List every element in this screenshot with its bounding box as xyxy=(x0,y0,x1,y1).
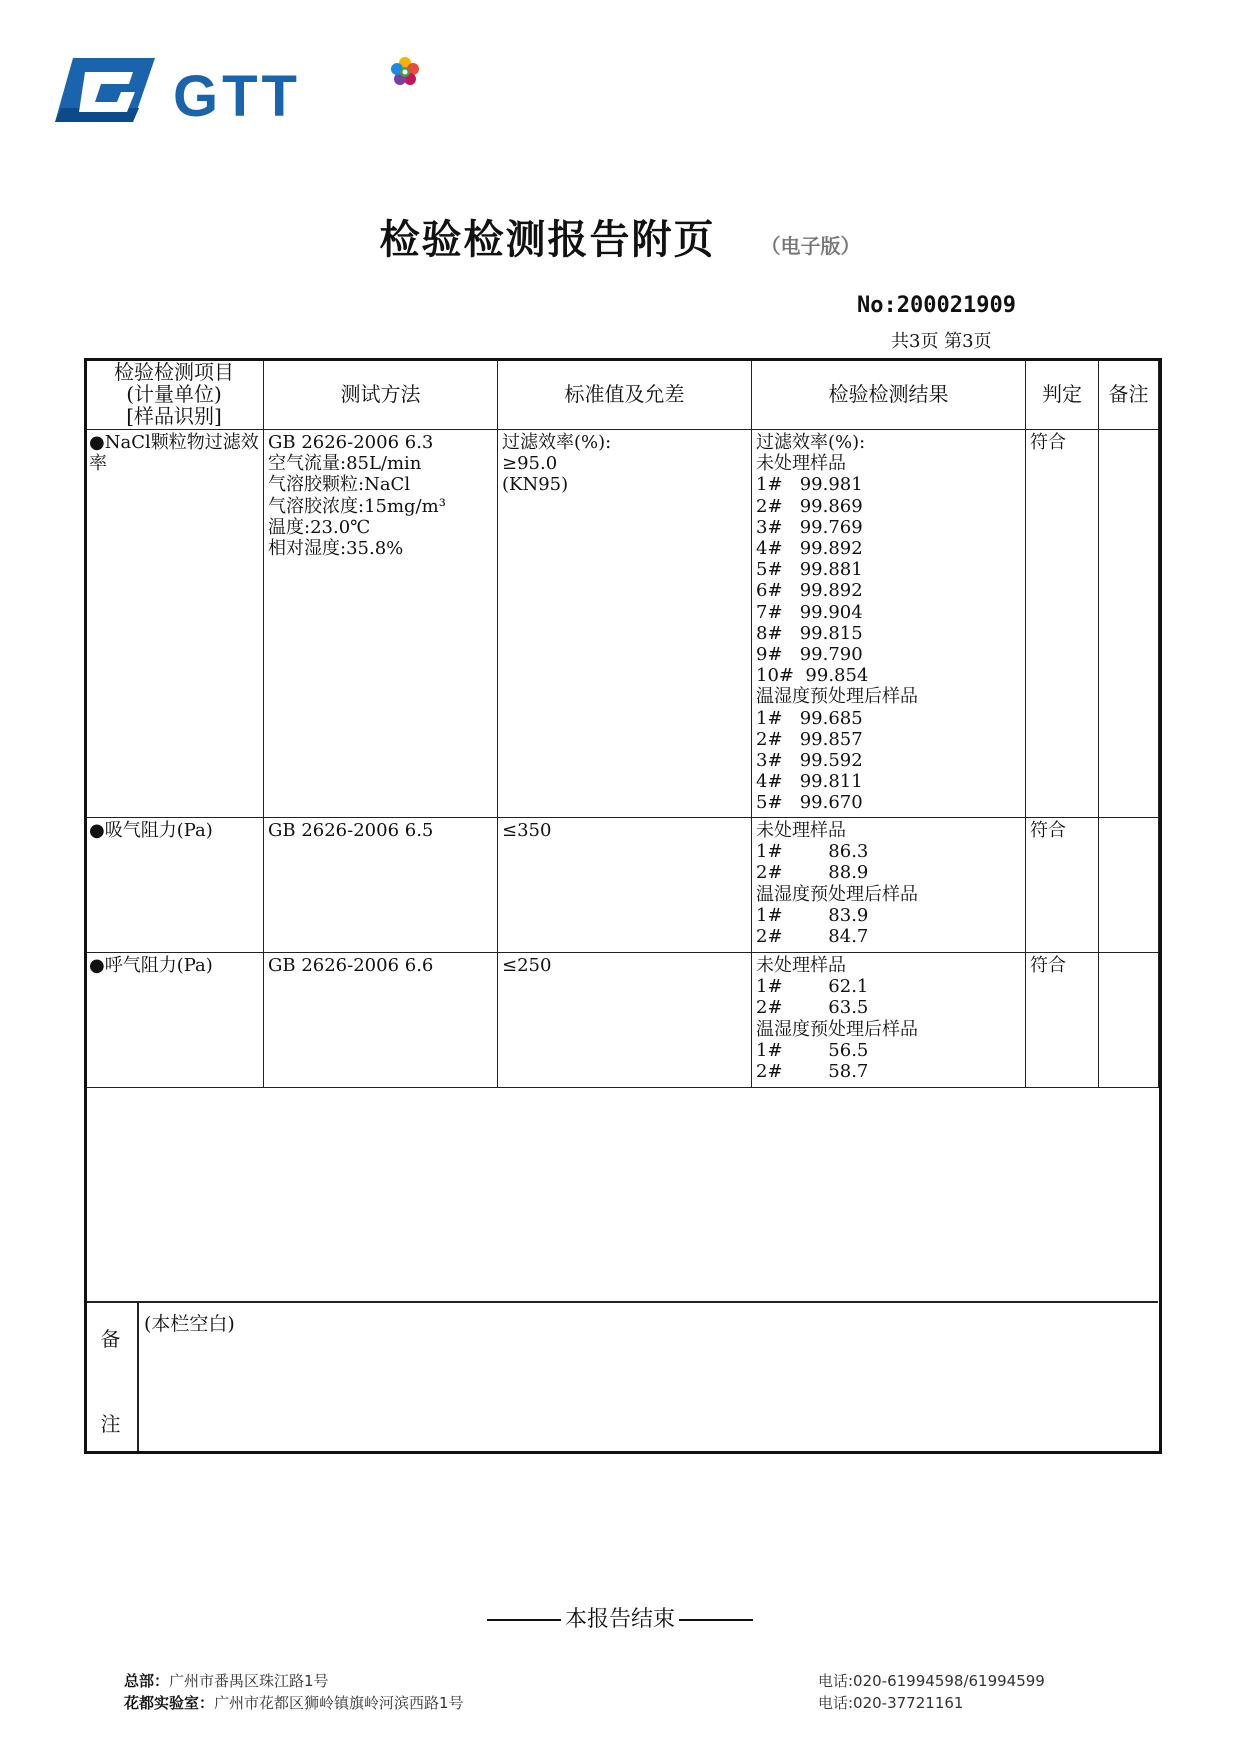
remarks-label-bottom: 注 xyxy=(100,1412,121,1436)
col-header-method: 测试方法 xyxy=(264,359,498,430)
cell-method: GB 2626-2006 6.6 xyxy=(264,953,498,1088)
cell-item: ●呼气阻力(Pa) xyxy=(85,953,264,1088)
cell-verdict: 符合 xyxy=(1026,818,1099,953)
gtt-logo xyxy=(55,50,435,130)
cell-standard: ≤350 xyxy=(498,818,752,953)
remarks-label-top: 备 xyxy=(100,1327,121,1351)
title-edition: （电子版） xyxy=(760,234,861,258)
cell-remark xyxy=(1099,953,1159,1088)
cell-standard: 过滤效率(%): ≥95.0 (KN95) xyxy=(498,430,752,818)
remarks-section xyxy=(84,1301,1158,1451)
footer-phone-lab: 电话:020-37721161 xyxy=(818,1694,964,1712)
remarks-text: (本栏空白) xyxy=(144,1313,235,1335)
end-dash-left xyxy=(487,1619,561,1621)
page-info: 共3页 第3页 xyxy=(891,331,992,352)
cell-verdict: 符合 xyxy=(1026,953,1099,1088)
title-main: 检验检测报告附页 xyxy=(379,217,716,263)
col-header-verdict: 判定 xyxy=(1026,359,1099,430)
document-title xyxy=(0,208,1240,265)
footer-lab xyxy=(124,1692,464,1713)
col-header-item: 检验检测项目 (计量单位) [样品识别] xyxy=(85,359,264,430)
report-number: No:200021909 xyxy=(857,293,1016,318)
cell-standard: ≤250 xyxy=(498,953,752,1088)
cell-method: GB 2626-2006 6.5 xyxy=(264,818,498,953)
flower-icon xyxy=(391,57,419,85)
cell-method: GB 2626-2006 6.3 空气流量:85L/min 气溶胶颗粒:NaCl 气溶胶浓度:15mg/m³ 温度:23.0℃ 相对湿度:35.8% xyxy=(264,430,498,818)
remarks-label xyxy=(84,1303,139,1451)
end-dash-right xyxy=(679,1619,753,1621)
footer-lab-label: 花都实验室： xyxy=(124,1694,215,1712)
footer-hq-label: 总部： xyxy=(124,1672,170,1690)
cell-remark xyxy=(1099,430,1159,818)
col-header-remark: 备注 xyxy=(1099,359,1159,430)
col-header-result: 检验检测结果 xyxy=(752,359,1026,430)
footer-hq xyxy=(124,1670,329,1691)
footer-hq-address: 广州市番禺区珠江路1号 xyxy=(169,1672,329,1690)
brand-text: GTT xyxy=(173,64,301,129)
cell-verdict: 符合 xyxy=(1026,430,1099,818)
cell-result: 未处理样品 1# 62.1 2# 63.5 温湿度预处理后样品 1# 56.5 2# 58.7 xyxy=(752,953,1026,1088)
end-text: 本报告结束 xyxy=(564,1607,675,1632)
table-row xyxy=(85,953,1159,1088)
table-header-row xyxy=(85,359,1159,430)
cell-item: ●吸气阻力(Pa) xyxy=(85,818,264,953)
cell-item: ●NaCl颗粒物过滤效率 xyxy=(85,430,264,818)
logo-emblem xyxy=(55,58,155,122)
table-row xyxy=(85,818,1159,953)
cell-result: 未处理样品 1# 86.3 2# 88.9 温湿度预处理后样品 1# 83.9 2# 84.7 xyxy=(752,818,1026,953)
results-table xyxy=(84,358,1159,1088)
cell-result: 过滤效率(%): 未处理样品 1# 99.981 2# 99.869 3# 99.769 4# 99.892 5# 99.881 6# 99.892 7# 99.904 8# 99.815 9# 99.790 10# 99.854 温湿度预处理后样品 1# 99.685 2# 99.857 3# 99.592 4# 99.811 5# 99.670 xyxy=(752,430,1026,818)
table-row xyxy=(85,430,1159,818)
footer-lab-address: 广州市花都区狮岭镇旗岭河滨西路1号 xyxy=(214,1694,464,1712)
cell-remark xyxy=(1099,818,1159,953)
col-header-standard: 标准值及允差 xyxy=(498,359,752,430)
footer-phone-hq: 电话:020-61994598/61994599 xyxy=(818,1672,1045,1690)
report-end xyxy=(0,1602,1240,1633)
blank-area xyxy=(84,1091,1158,1301)
